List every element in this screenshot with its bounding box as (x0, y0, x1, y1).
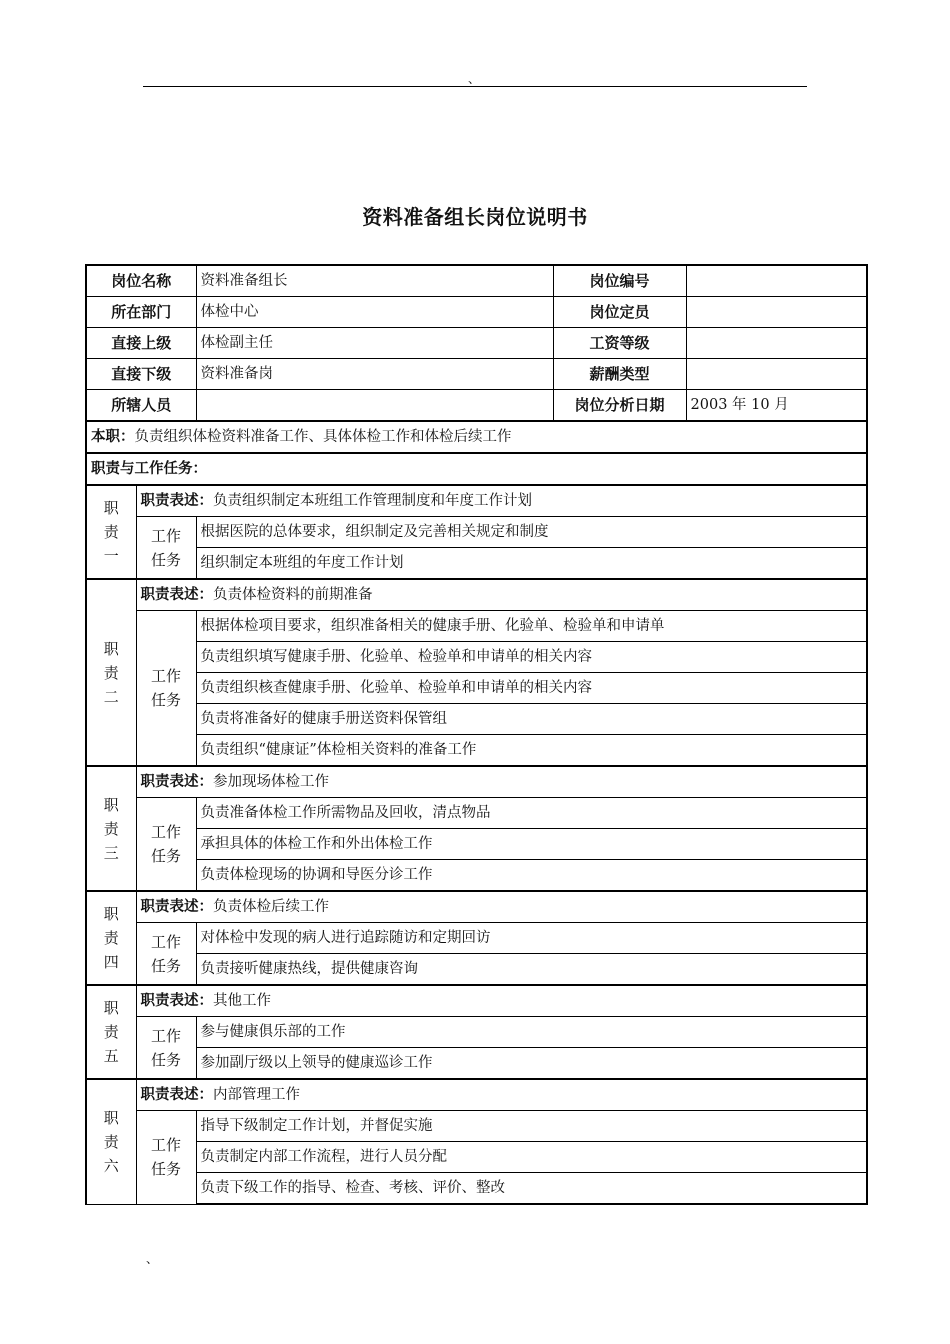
task-text: 参加副厅级以上领导的健康巡诊工作 (196, 1048, 867, 1080)
footer-mark: 、 (146, 1252, 159, 1266)
basic-info-row (86, 297, 867, 328)
basic-info-row (86, 390, 867, 422)
duty-statement-label: 职责表述： (140, 899, 213, 915)
duty-statement-label: 职责表述： (140, 993, 213, 1009)
task-text: 参与健康俱乐部的工作 (196, 1017, 867, 1048)
work-task-label-line: 工作 (151, 1136, 182, 1155)
field-value: 体检副主任 (196, 328, 553, 359)
duty-label-char: 责 (103, 819, 119, 838)
duty-label-char: 四 (103, 953, 119, 971)
duty-statement-text: 参加现场体检工作 (213, 774, 329, 790)
work-task-label-line: 任务 (151, 1050, 182, 1069)
task-row (86, 798, 867, 829)
task-row (86, 829, 867, 860)
work-task-label-line: 任务 (151, 847, 182, 865)
field-label: 岗位名称 (86, 265, 196, 297)
task-text: 负责制定内部工作流程，进行人员分配 (196, 1142, 867, 1173)
work-task-label (136, 611, 196, 767)
field-value: 资料准备岗 (196, 359, 553, 390)
field-label: 直接下级 (86, 359, 196, 390)
duty-number-label (86, 1079, 136, 1204)
field-value (686, 265, 867, 297)
duty-label-char: 责 (103, 1132, 119, 1151)
work-task-label-line: 任务 (151, 691, 182, 709)
duty-statement-label: 职责表述： (140, 587, 213, 603)
duty-statement-row (86, 891, 867, 923)
basic-info-row (86, 265, 867, 297)
duty-label-char: 职 (103, 1108, 119, 1127)
field-value (686, 297, 867, 328)
duty-statement (136, 985, 867, 1017)
duty-statement-text: 其他工作 (213, 993, 271, 1009)
main-duty-text: 负责组织体检资料准备工作、具体体检工作和体检后续工作 (134, 429, 512, 445)
task-text: 负责准备体检工作所需物品及回收，清点物品 (196, 798, 867, 829)
task-row (86, 611, 867, 642)
field-label: 岗位编号 (553, 265, 686, 297)
task-text: 负责组织“健康证”体检相关资料的准备工作 (196, 735, 867, 767)
task-row (86, 642, 867, 673)
duty-statement-label: 职责表述： (140, 493, 213, 509)
duty-statement-text: 内部管理工作 (213, 1087, 300, 1103)
task-row (86, 923, 867, 954)
task-row (86, 860, 867, 892)
field-value (686, 328, 867, 359)
task-row (86, 1142, 867, 1173)
duty-label-char: 责 (103, 929, 119, 947)
duty-number-label (86, 579, 136, 766)
task-row (86, 1111, 867, 1142)
duty-label-char: 职 (103, 999, 119, 1017)
main-duty-row (86, 421, 867, 453)
duty-statement-label: 职责表述： (140, 774, 213, 790)
work-task-label-line: 工作 (151, 1026, 182, 1045)
field-label: 所辖人员 (86, 390, 196, 422)
duty-statement-row (86, 1079, 867, 1111)
work-task-label (136, 517, 196, 580)
task-row (86, 704, 867, 735)
duty-label-char: 责 (103, 523, 119, 541)
duty-statement-label: 职责表述： (140, 1087, 213, 1103)
work-task-label-line: 任务 (151, 550, 182, 569)
task-row (86, 548, 867, 580)
task-row (86, 1048, 867, 1080)
task-text: 负责下级工作的指导、检查、考核、评价、整改 (196, 1173, 867, 1205)
work-task-label (136, 923, 196, 986)
work-task-label-line: 工作 (151, 932, 182, 951)
task-text: 负责接听健康热线，提供健康咨询 (196, 954, 867, 986)
field-label: 薪酬类型 (553, 359, 686, 390)
work-task-label-line: 工作 (151, 823, 182, 841)
task-text: 负责组织核查健康手册、化验单、检验单和申请单的相关内容 (196, 673, 867, 704)
duty-label-char: 职 (103, 499, 119, 517)
field-value (196, 390, 553, 422)
task-row (86, 1017, 867, 1048)
header-rule (143, 86, 807, 87)
field-value: 资料准备组长 (196, 265, 553, 297)
duty-statement-text: 负责体检后续工作 (213, 899, 329, 915)
work-task-label-line: 任务 (151, 956, 182, 975)
duty-statement-row (86, 985, 867, 1017)
task-row (86, 954, 867, 986)
duty-number-label (86, 766, 136, 891)
task-text: 负责将准备好的健康手册送资料保管组 (196, 704, 867, 735)
duty-label-char: 二 (103, 687, 119, 706)
duty-statement (136, 485, 867, 517)
duty-number-label (86, 485, 136, 579)
field-label: 直接上级 (86, 328, 196, 359)
duty-statement-row (86, 485, 867, 517)
job-description-table (85, 264, 868, 1205)
field-value: 2003 年 10 月 (686, 390, 867, 422)
duty-label-char: 六 (103, 1156, 119, 1175)
duty-statement (136, 1079, 867, 1111)
duty-statement-row (86, 766, 867, 798)
duty-label-char: 一 (103, 547, 119, 565)
work-task-label (136, 1017, 196, 1080)
duty-statement-row (86, 579, 867, 611)
task-row (86, 673, 867, 704)
basic-info-row (86, 359, 867, 390)
duty-statement (136, 766, 867, 798)
field-label: 工资等级 (553, 328, 686, 359)
task-text: 对体检中发现的病人进行追踪随访和定期回访 (196, 923, 867, 954)
document-title: 资料准备组长岗位说明书 (362, 205, 588, 229)
duty-label-char: 职 (103, 639, 119, 658)
basic-info-row (86, 328, 867, 359)
duties-header-row (86, 453, 867, 485)
field-label: 所在部门 (86, 297, 196, 328)
field-value (686, 359, 867, 390)
duty-label-char: 职 (103, 795, 119, 814)
duty-statement-text: 负责组织制定本班组工作管理制度和年度工作计划 (213, 493, 532, 509)
header-mark: 、 (468, 72, 481, 86)
duty-number-label (86, 891, 136, 985)
duty-statement (136, 891, 867, 923)
main-duty-label: 本职： (91, 429, 135, 445)
task-text: 根据医院的总体要求，组织制定及完善相关规定和制度 (196, 517, 867, 548)
task-row (86, 1173, 867, 1205)
field-value: 体检中心 (196, 297, 553, 328)
duty-number-label (86, 985, 136, 1079)
task-text: 负责体检现场的协调和导医分诊工作 (196, 860, 867, 892)
task-text: 根据体检项目要求，组织准备相关的健康手册、化验单、检验单和申请单 (196, 611, 867, 642)
work-task-label-line: 工作 (151, 667, 182, 685)
task-row (86, 517, 867, 548)
duties-header: 职责与工作任务： (86, 453, 867, 485)
work-task-label-line: 工作 (151, 526, 182, 545)
task-row (86, 735, 867, 767)
duty-statement (136, 579, 867, 611)
field-label: 岗位定员 (553, 297, 686, 328)
task-text: 指导下级制定工作计划，并督促实施 (196, 1111, 867, 1142)
work-task-label (136, 1111, 196, 1205)
task-text: 负责组织填写健康手册、化验单、检验单和申请单的相关内容 (196, 642, 867, 673)
work-task-label (136, 798, 196, 892)
work-task-label-line: 任务 (151, 1160, 182, 1179)
task-text: 组织制定本班组的年度工作计划 (196, 548, 867, 580)
duty-label-char: 责 (103, 1023, 119, 1041)
field-label: 岗位分析日期 (553, 390, 686, 422)
duty-label-char: 三 (103, 843, 119, 862)
main-duty-cell (86, 421, 867, 453)
task-text: 承担具体的体检工作和外出体检工作 (196, 829, 867, 860)
duty-label-char: 责 (103, 663, 119, 682)
duty-label-char: 五 (103, 1047, 119, 1065)
duty-label-char: 职 (103, 905, 119, 923)
duty-statement-text: 负责体检资料的前期准备 (213, 587, 373, 603)
